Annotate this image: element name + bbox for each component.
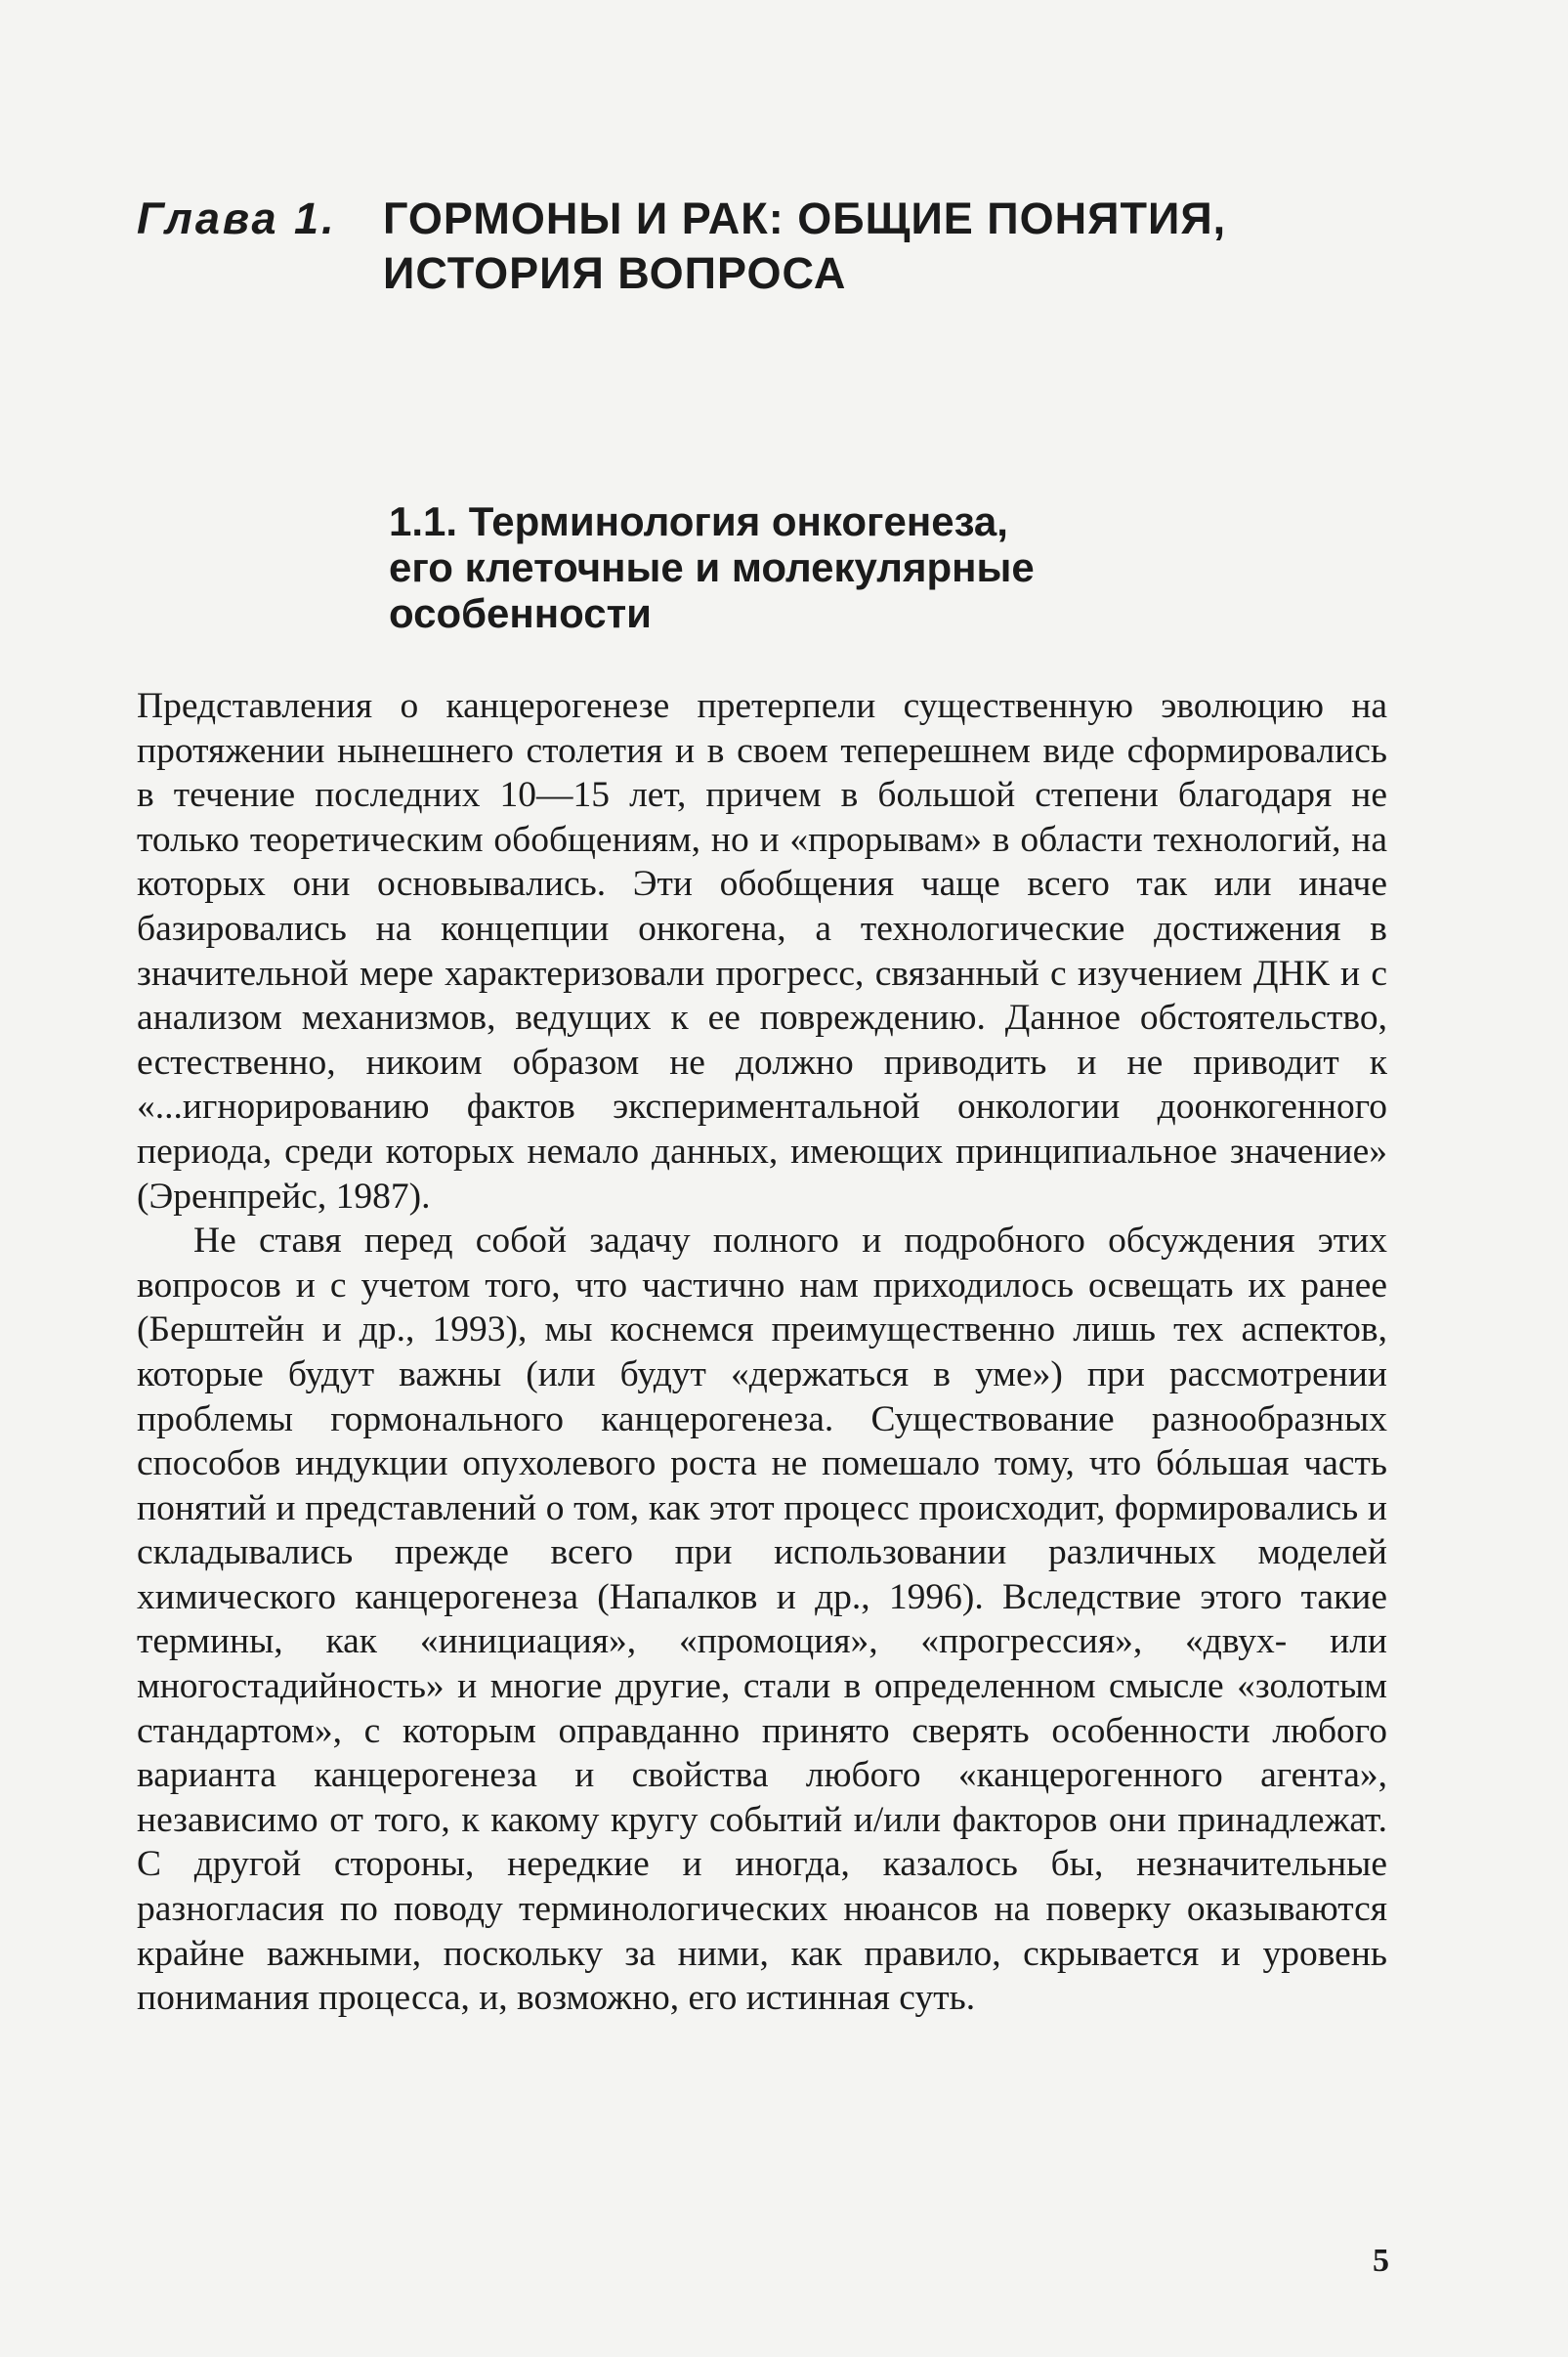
body-text xyxy=(137,684,1387,2021)
paragraph-2: Не ставя перед собой задачу полного и подробного обсуждения этих вопросов и с учетом того, что частично нам приходилось освещать их ранее (Берштейн и др., 1993), мы коснемся преимущественно лишь тех аспектов, которые будут важны (или будут «держаться в уме») при рассмотрении проблемы гормонального канцерогенеза. Существование разнообразных способов индукции опухолевого роста не помешало тому, что бóльшая часть понятий и представлений о том, как этот процесс происходит, формировались и складывались прежде всего при использовании различных моделей химического канцерогенеза (Напалков и др., 1996). Вследствие этого такие термины, как «инициация», «промоция», «прогрессия», «двух- или многостадийность» и многие другие, стали в определенном смысле «золотым стандартом», с которым оправданно принято сверять особенности любого варианта канцерогенеза и свойства любого «канцерогенного агента», независимо от того, к какому кругу событий и/или факторов они принадлежат. С другой стороны, нередкие и иногда, казалось бы, незначительные разногласия по поводу терминологических нюансов на поверку оказываются крайне важными, поскольку за ними, как правило, скрывается и уровень понимания процесса, и, возможно, его истинная суть. xyxy=(137,1221,1387,2019)
page-number: 5 xyxy=(1373,2243,1389,2279)
chapter-heading-line-1 xyxy=(137,192,1387,246)
section-heading-line-2: его клеточные и молекулярные xyxy=(389,544,1035,590)
paragraph-1: Представления о канцерогенезе претерпели существенную эволюцию на протяжении нынешнего столетия и в своем теперешнем виде сформировались в течение последних 10—15 лет, причем в большой степени благодаря не только теоретическим обобщениям, но и «прорывам» в области технологий, на которых они основывались. Эти обобщения чаще всего так или иначе базировались на концепции онкогена, а технологические достижения в значительной мере характеризовали прогресс, связанный с изучением ДНК и с анализом механизмов, ведущих к ее повреждению. Данное обстоятельство, естественно, никоим образом не должно приводить и не приводит к «...игнорированию фактов экспериментальной онкологии доонкогенного периода, среди которых немало данных, имеющих принципиальное значение» (Эренпрейс, 1987). xyxy=(137,686,1387,1217)
chapter-heading-line-2 xyxy=(137,246,1387,301)
section-heading-line-1: 1.1. Терминология онкогенеза, xyxy=(389,498,1008,544)
chapter-number: Глава 1. xyxy=(137,193,337,243)
chapter-title-part-1: ГОРМОНЫ И РАК: ОБЩИЕ ПОНЯТИЯ, xyxy=(383,193,1227,243)
chapter-title-part-2: ИСТОРИЯ ВОПРОСА xyxy=(383,248,847,298)
section-heading-line-3: особенности xyxy=(389,590,653,636)
section-heading xyxy=(389,498,1268,636)
chapter-heading xyxy=(137,192,1387,301)
